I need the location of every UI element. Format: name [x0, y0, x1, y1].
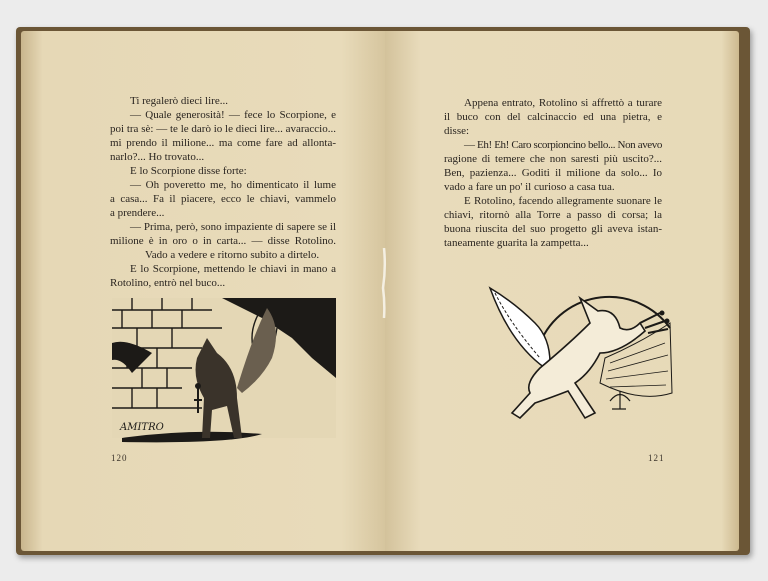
text-line: E lo Scorpione disse forte:	[130, 165, 247, 177]
right-page-text	[444, 96, 662, 250]
text-line: E Rotolino, facendo allegramente suonare le	[464, 195, 662, 207]
text-line: chiavi, ritornò alla Torre a passo di corsa; la	[444, 209, 662, 221]
text-line: taneamente guarita la zampetta...	[444, 237, 589, 249]
text-line: Vado a vedere e ritorno subito a dirtelo.	[145, 249, 320, 261]
text-line: — Quale generosità! — fece lo Scorpione, e	[130, 109, 336, 121]
text-line: il buco con del calcinaccio ed una pietra, e	[444, 111, 662, 123]
text-line: disse:	[444, 125, 470, 137]
text-line: a casa... Fa il piacere, ecco le chiavi, vammelo	[110, 193, 336, 205]
text-line: Ben, pazienza... Goditi il milione da solo... Io	[444, 167, 662, 179]
page-number: 120	[111, 453, 128, 463]
text-line: milione è in oro o in carta... — disse Rotolino.	[110, 235, 336, 247]
text-line: — Eh! Eh! Caro scorpioncino bello... Non avevo	[464, 139, 662, 151]
text-line: vado a fare un po' il curioso a casa tua.	[444, 181, 615, 193]
text-line: Appena entrato, Rotolino si affrettò a turare	[464, 97, 662, 109]
text-line: Rotolino, entrò nel buco...	[110, 277, 226, 289]
text-line: — Prima, però, sono impaziente di sapere se il	[130, 221, 336, 233]
text-line: ragione di temere che non saresti più uscito?...	[444, 153, 662, 165]
text-line: E lo Scorpione, mettendo le chiavi in mano a	[130, 263, 336, 275]
binding-thread	[381, 248, 387, 318]
text-line: narlo?... Ho trovato...	[110, 151, 205, 163]
svg-text:AMITRO: AMITRO	[120, 422, 164, 433]
text-line: a prendere...	[110, 207, 165, 219]
left-page-text	[110, 94, 336, 290]
running-squirrel-illustration	[480, 283, 680, 433]
text-line: buona riuscita del suo progetto gli aveva istan-	[444, 223, 662, 235]
text-line: mi prendo il milione... ma come fare ad allonta-	[110, 137, 336, 149]
text-line: — Oh poveretto me, ho dimenticato il lume	[130, 179, 336, 191]
page-number: 121	[648, 453, 665, 463]
squirrel-at-wall-illustration	[112, 298, 336, 444]
text-line: Ti regalerò dieci lire...	[130, 95, 228, 107]
text-line: poi tra sè: — te le darò io le dieci lire... avaraccio...	[110, 123, 336, 135]
